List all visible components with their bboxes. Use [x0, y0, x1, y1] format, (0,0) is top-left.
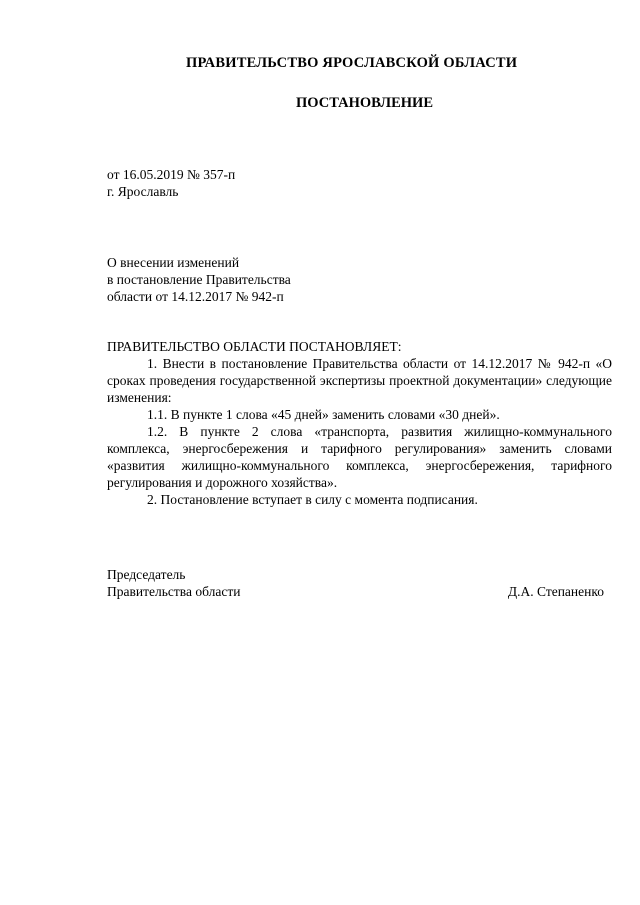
- decree-statement: ПРАВИТЕЛЬСТВО ОБЛАСТИ ПОСТАНОВЛЯЕТ:: [107, 339, 402, 354]
- paragraph-1-1: 1.1. В пункте 1 слова «45 дней» заменить словами «30 дней».: [147, 407, 500, 422]
- subject-line-2: в постановление Правительства: [107, 272, 291, 287]
- document-date-number: от 16.05.2019 № 357-п: [107, 167, 236, 182]
- signatory-title-line-2: Правительства области: [107, 584, 241, 599]
- paragraph-1: 1. Внести в постановление Правительства области от 14.12.2017 № 942-п «О сроках проведения государственной экспертизы проектной документации» следующие изменения:: [107, 356, 612, 405]
- document-subject: [107, 254, 291, 305]
- government-title: ПРАВИТЕЛЬСТВО ЯРОСЛАВСКОЙ ОБЛАСТИ: [186, 55, 518, 71]
- subject-line-3: области от 14.12.2017 № 942-п: [107, 289, 284, 304]
- document-body: [107, 338, 612, 508]
- signature-block: [107, 566, 604, 600]
- subject-line-1: О внесении изменений: [107, 255, 240, 270]
- document-city: г. Ярославль: [107, 184, 179, 199]
- paragraph-2: 2. Постановление вступает в силу с момента подписания.: [147, 492, 478, 507]
- document-type: ПОСТАНОВЛЕНИЕ: [296, 95, 434, 111]
- signatory-name: Д.А. Степаненко: [507, 584, 604, 599]
- signatory-title-line-1: Председатель: [107, 567, 186, 582]
- paragraph-1-2: 1.2. В пункте 2 слова «транспорта, развития жилищно-коммунального комплекса, энергосбережения и тарифного регулирования» заменить словами «развития жилищно-коммунального комплекса, энергосбережения, тарифного регулирования и дорожного хозяйства».: [107, 424, 612, 490]
- signature-row: [107, 583, 604, 600]
